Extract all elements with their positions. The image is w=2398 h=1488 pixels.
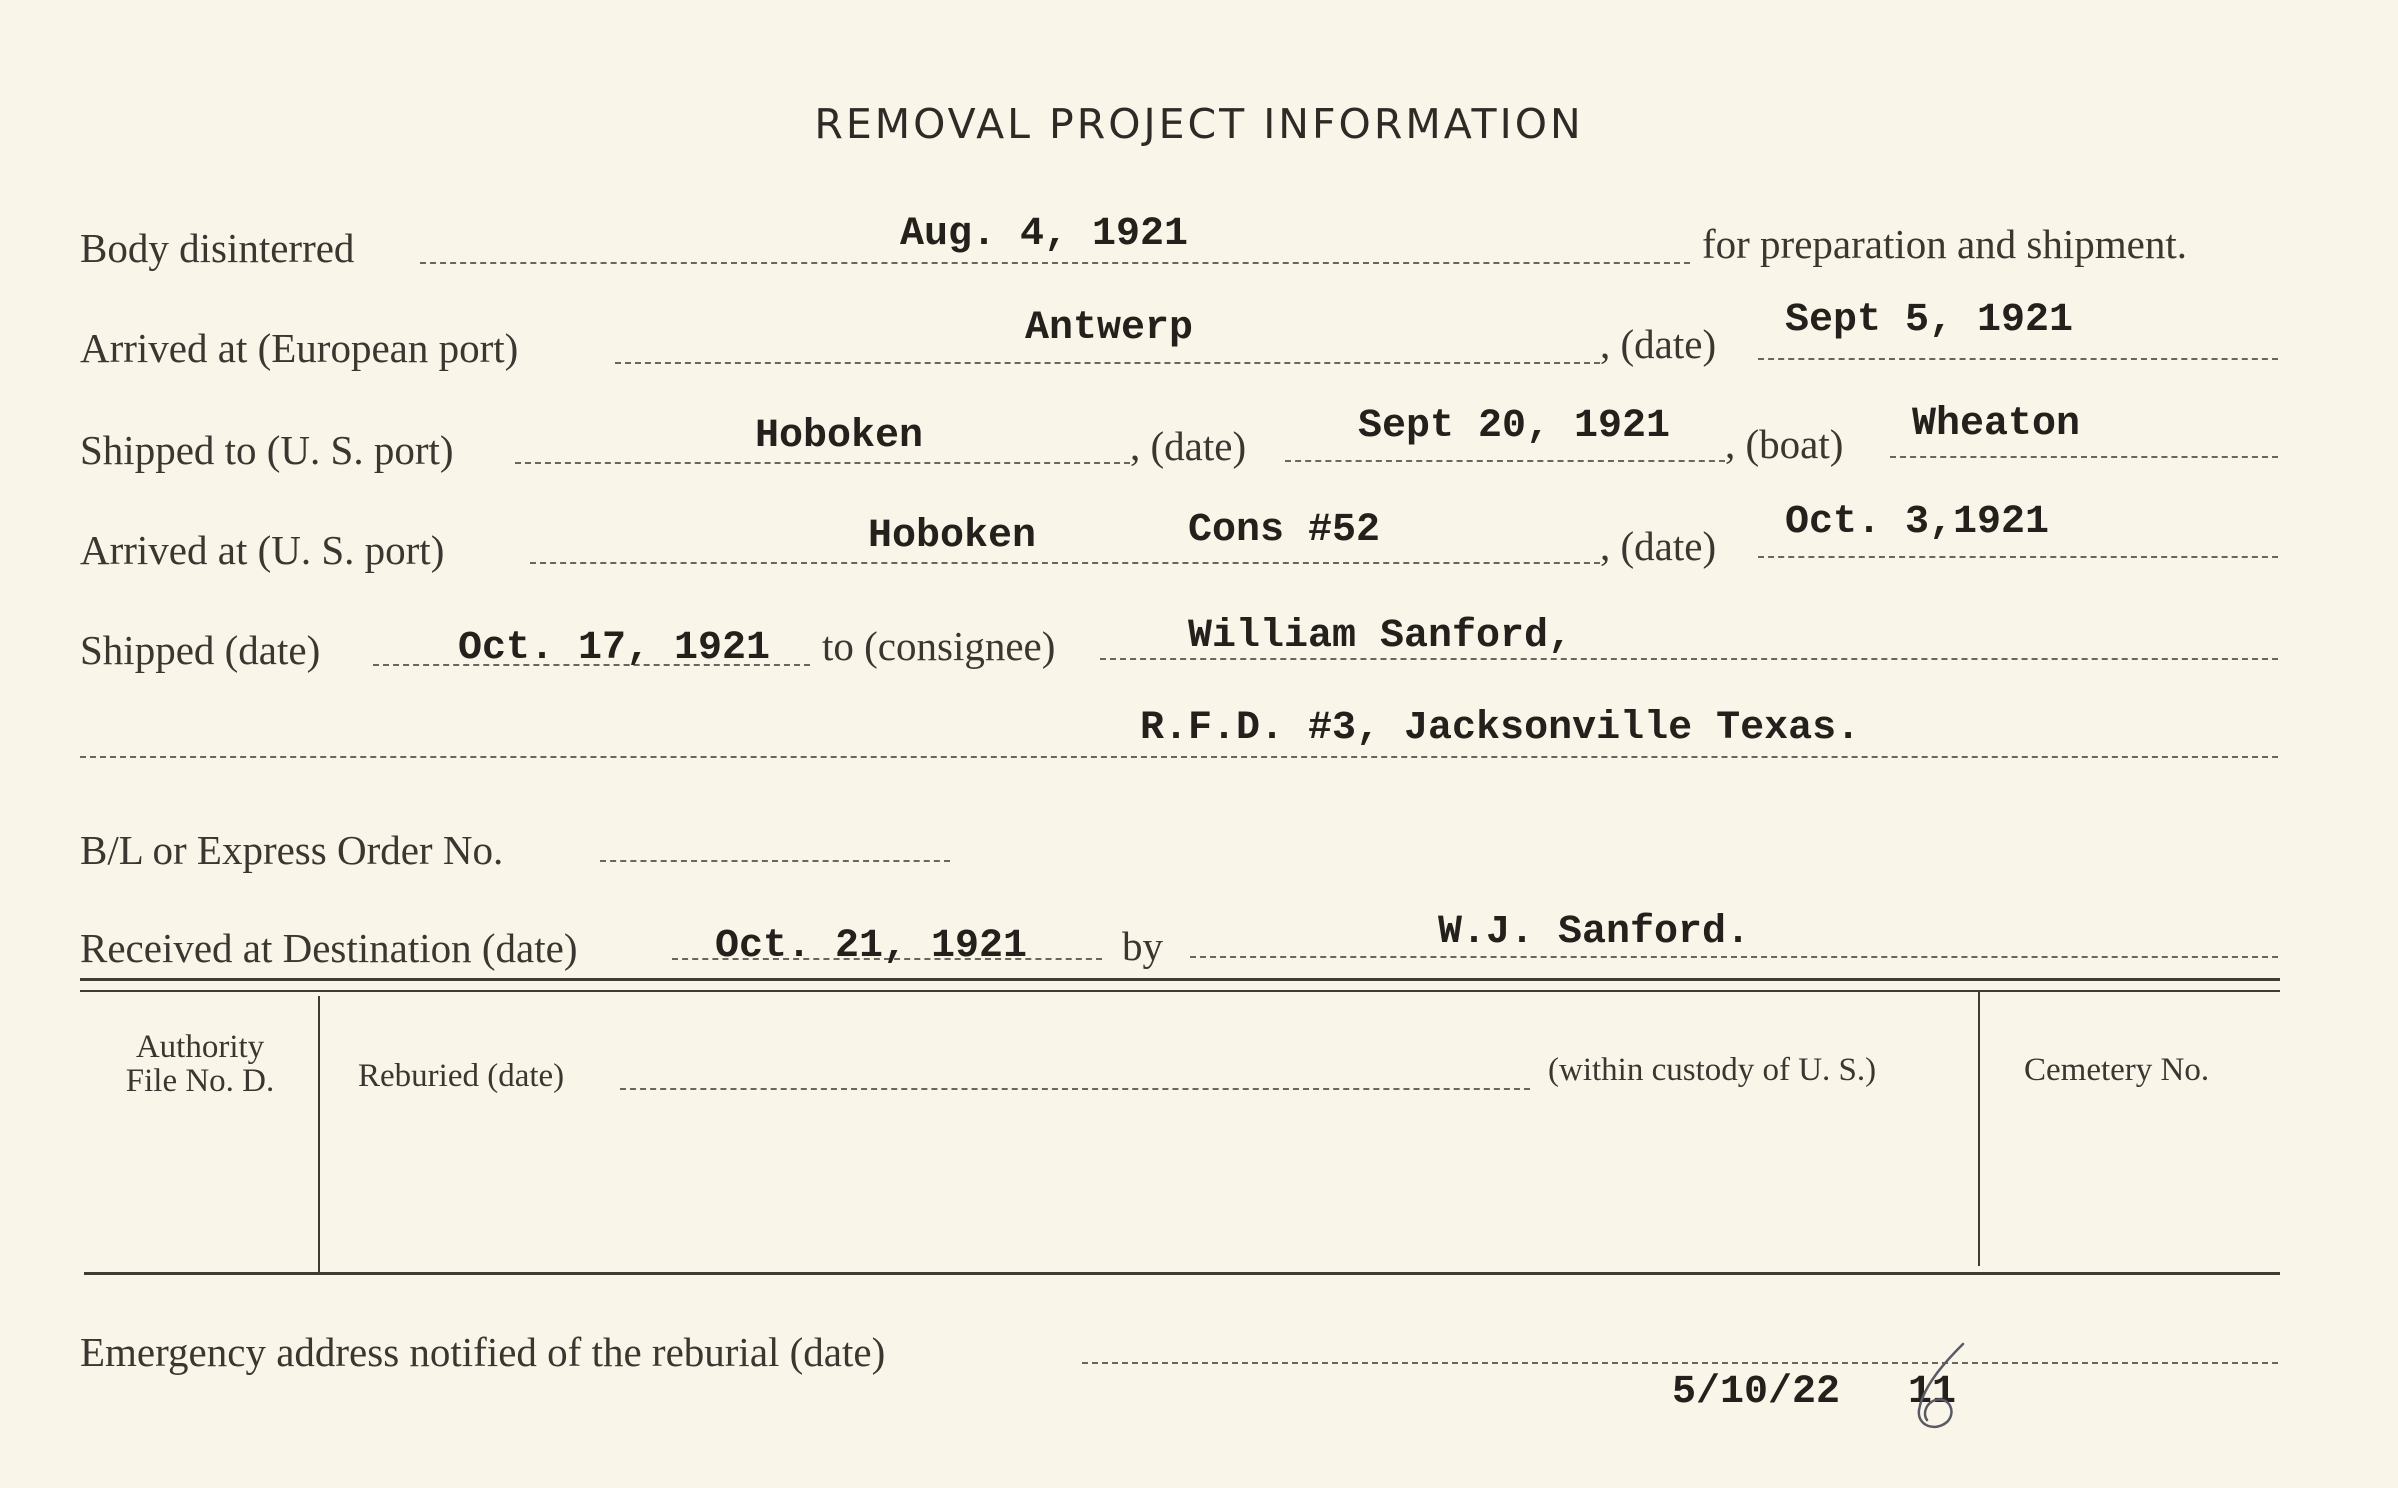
received-label: Received at Destination (date) <box>80 925 578 971</box>
arrived-european-date: Sept 5, 1921 <box>1785 298 2074 343</box>
shipped-us-date: Sept 20, 1921 <box>1358 404 1671 449</box>
shipped-us-boat-line <box>1890 456 2278 458</box>
body-disinterred-value: Aug. 4, 1921 <box>900 212 1189 257</box>
received-by-line <box>1190 956 2278 958</box>
bl-order-line <box>600 860 950 862</box>
arrived-us-port: Hoboken <box>868 514 1037 559</box>
shipped-us-label: Shipped to (U. S. port) <box>80 427 454 473</box>
shipped-date-label: Shipped (date) <box>80 627 321 673</box>
table-bottom-rule <box>84 1272 2280 1275</box>
shipped-us-date-label: , (date) <box>1130 423 1247 469</box>
emergency-label: Emergency address notified of the reburial (date) <box>80 1329 886 1375</box>
authority-line-2: File No. D. <box>125 1063 275 1099</box>
consignee-address: R.F.D. #3, Jacksonville Texas. <box>1140 706 1861 751</box>
consignee-name: William Sanford, <box>1188 614 1573 659</box>
received-by: W.J. Sanford. <box>1438 910 1751 955</box>
reburied-line <box>620 1088 1530 1090</box>
authority-file-label <box>84 1030 316 1098</box>
table-top-rule <box>80 978 2280 981</box>
address-line <box>80 756 2278 758</box>
received-by-label: by <box>1122 923 1163 969</box>
arrived-european-port: Antwerp <box>1025 306 1194 351</box>
body-disinterred-line <box>420 262 1690 264</box>
page-title: REMOVAL PROJECT INFORMATION <box>814 100 1584 148</box>
arrived-us-cons: Cons #52 <box>1188 508 1381 553</box>
table-top-rule-2 <box>80 990 2280 992</box>
shipped-date-value: Oct. 17, 1921 <box>458 626 771 671</box>
cemetery-label: Cemetery No. <box>2024 1052 2210 1088</box>
arrived-european-label: Arrived at (European port) <box>80 325 519 371</box>
shipped-us-port: Hoboken <box>755 414 924 459</box>
shipped-us-port-line <box>515 462 1130 464</box>
arrived-us-date: Oct. 3,1921 <box>1785 500 2050 545</box>
handwritten-mark-icon <box>1905 1338 1975 1438</box>
arrived-us-date-line <box>1758 556 2278 558</box>
received-date: Oct. 21, 1921 <box>715 924 1028 969</box>
arrived-us-label: Arrived at (U. S. port) <box>80 527 445 573</box>
emergency-line <box>1082 1362 2278 1364</box>
arrived-us-date-label: , (date) <box>1600 523 1717 569</box>
arrived-european-date-line <box>1758 358 2278 360</box>
authority-line-1: Authority <box>135 1029 265 1065</box>
table-divider-left <box>318 996 320 1272</box>
consignee-label: to (consignee) <box>822 623 1056 669</box>
footer-date: 5/10/22 <box>1672 1370 1841 1415</box>
arrived-european-date-label: , (date) <box>1600 321 1717 367</box>
custody-label: (within custody of U. S.) <box>1548 1052 1877 1088</box>
footer-number: 11 <box>1908 1370 1957 1415</box>
body-disinterred-label: Body disinterred <box>80 225 355 271</box>
shipped-us-boat-label: , (boat) <box>1725 421 1844 467</box>
shipped-us-boat: Wheaton <box>1912 402 2081 447</box>
reburied-label: Reburied (date) <box>358 1058 565 1094</box>
bl-order-label: B/L or Express Order No. <box>80 827 504 873</box>
arrived-us-line <box>530 562 1600 564</box>
shipped-us-date-line <box>1285 460 1725 462</box>
table-divider-right <box>1978 990 1980 1266</box>
arrived-european-line <box>615 362 1600 364</box>
body-disinterred-suffix: for preparation and shipment. <box>1702 221 2188 267</box>
